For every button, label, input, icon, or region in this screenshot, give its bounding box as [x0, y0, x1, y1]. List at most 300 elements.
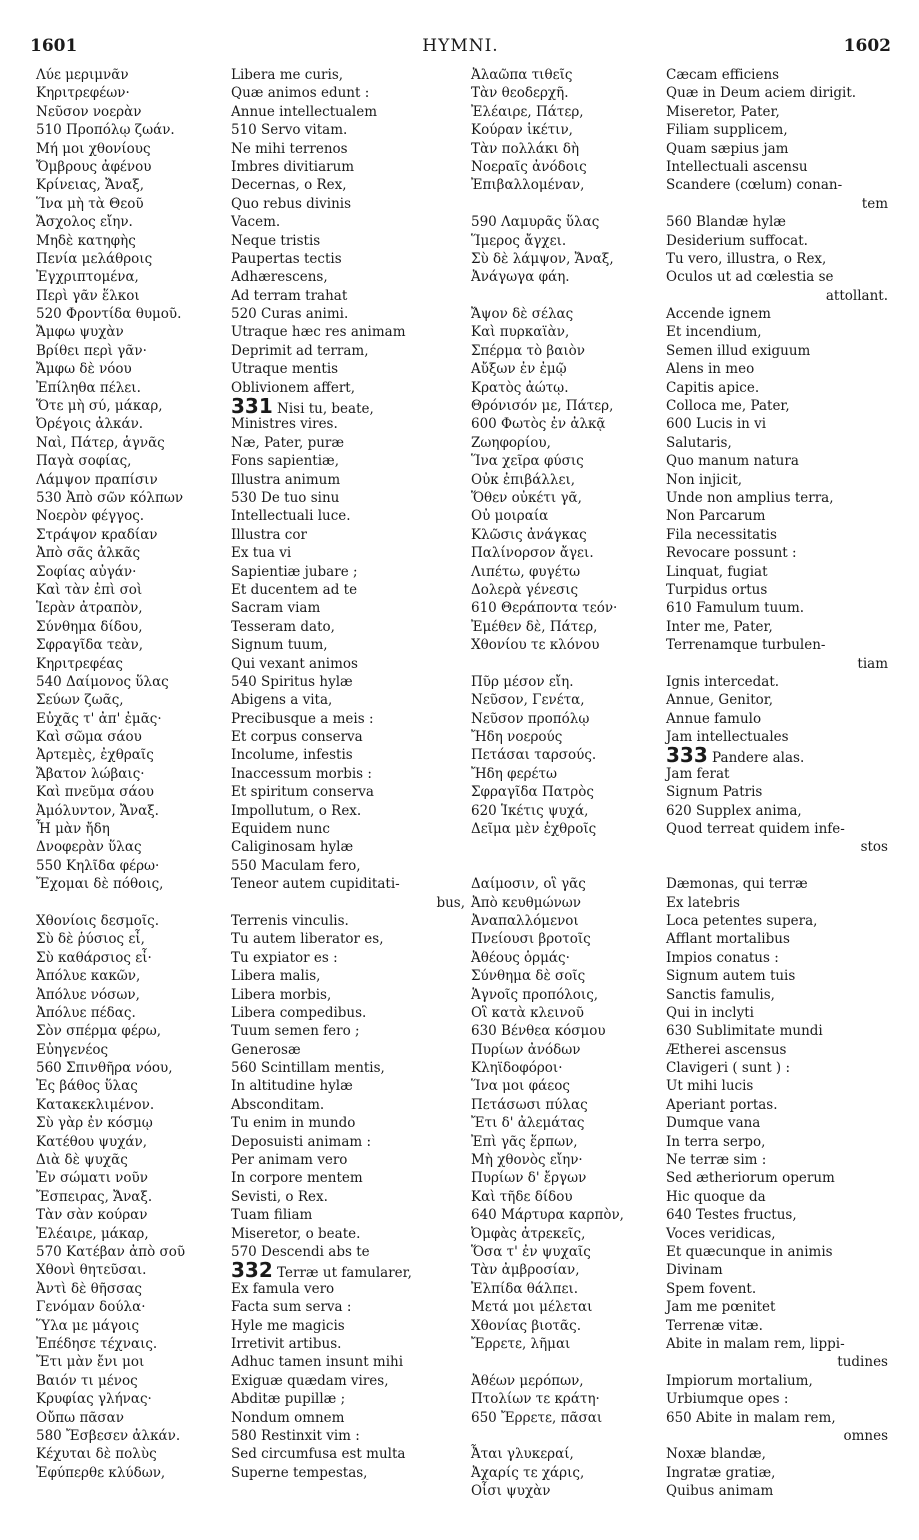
verse-line [471, 213, 661, 231]
verse-line [471, 636, 661, 654]
verse-text: Ὕλα με μάγοις [36, 1317, 140, 1334]
verse-line [471, 673, 661, 691]
verse-text: 640 Μάρτυρα καρπὸν, [471, 1207, 624, 1224]
verse-text: 640 Testes fructus, [666, 1207, 797, 1224]
verse-line [471, 489, 661, 507]
verse-text: Ἀπὸ κευθμώνων [471, 894, 582, 911]
verse-line [666, 1482, 894, 1500]
verse-text: Signum tuum, [231, 637, 328, 654]
verse-text: Abigens a vita, [231, 692, 333, 709]
verse-line [231, 1188, 471, 1206]
verse-line [231, 618, 471, 636]
verse-text: Ἐπίληθα πέλει. [36, 379, 141, 396]
verse-text: Ἐπὶ γᾶς ἕρπων, [471, 1133, 578, 1150]
verse-text: Clavigeri ( sunt ) : [666, 1060, 791, 1077]
verse-text: Ἀθέους ὁρμάς· [471, 949, 570, 966]
verse-text: Ἄψον δὲ σέλας [471, 306, 574, 323]
verse-line [231, 232, 471, 250]
verse-text: Adhuc tamen insunt mihi [231, 1354, 404, 1371]
verse-text: Qui in inclyti [666, 1004, 754, 1021]
verse-line [231, 912, 471, 930]
verse-line [231, 691, 471, 709]
verse-line [666, 581, 894, 599]
verse-text: Ἐφύπερθε κλύδων, [36, 1464, 166, 1481]
verse-line [231, 1445, 471, 1463]
verse-text: Urbiumque opes : [666, 1391, 789, 1408]
verse-text: Tesseram dato, [231, 618, 335, 635]
verse-line [471, 1427, 661, 1445]
verse-line [471, 581, 661, 599]
verse-text: Caliginosam hylæ [231, 839, 354, 856]
verse-line [471, 1041, 661, 1059]
verse-line [36, 802, 221, 820]
verse-line [471, 1482, 661, 1500]
verse-text: Voces veridicas, [666, 1225, 776, 1242]
verse-text: Adhærescens, [231, 269, 328, 286]
verse-line [36, 783, 221, 801]
verse-text: Σύνθημα δίδου, [36, 618, 143, 635]
verse-text: Καὶ πυρκαϊὰν, [471, 324, 570, 341]
verse-text: Ἁγνοῖς προπόλοις, [471, 986, 599, 1003]
verse-text: Ad terram trahat [231, 287, 348, 304]
verse-text: Deposuisti animam : [231, 1133, 372, 1150]
verse-text: Quo rebus divinis [231, 195, 352, 212]
verse-text: Κατέθου ψυχάν, [36, 1133, 148, 1150]
verse-line [36, 1206, 221, 1224]
verse-line [231, 783, 471, 801]
verse-line [36, 379, 221, 397]
verse-text: Impiorum mortalium, [666, 1372, 813, 1389]
verse-line [36, 158, 221, 176]
running-title: HYMNI. [422, 36, 499, 56]
verse-text: 580 Restinxit vim : [231, 1427, 360, 1444]
verse-text: Et incendium, [666, 324, 762, 341]
column-greek-left [36, 66, 221, 1482]
verse-text: Ἀνάγωγα φάη. [471, 269, 570, 286]
verse-text: Capitis apice. [666, 379, 760, 396]
verse-line [36, 1464, 221, 1482]
verse-text: Ἐλέαιρε, Πάτερ, [471, 103, 584, 120]
verse-text: Νοεραῖς ἀνόδοις [471, 158, 587, 175]
verse-text: Et ducentem ad te [231, 581, 358, 598]
verse-line [666, 1427, 894, 1445]
verse-text: 520 Curas animi. [231, 306, 349, 323]
verse-line [36, 765, 221, 783]
verse-line [36, 84, 221, 102]
verse-line [36, 1298, 221, 1316]
verse-text: In terra serpo, [666, 1133, 766, 1150]
verse-line [231, 1390, 471, 1408]
verse-line [36, 820, 221, 838]
verse-text: Κρίνειας, Ἄναξ, [36, 177, 145, 194]
verse-text: Nondum omnem [231, 1409, 345, 1426]
verse-line [666, 986, 894, 1004]
verse-text: Ἵνα μὴ τὰ Θεοῦ [36, 195, 144, 212]
verse-text: Ingratæ gratiæ, [666, 1464, 776, 1481]
verse-line [36, 949, 221, 967]
verse-text: Ἵμερος ἄγχει. [471, 232, 567, 249]
verse-line [231, 103, 471, 121]
verse-line [471, 195, 661, 213]
verse-text: Libera malis, [231, 968, 321, 985]
verse-text: Ἀντὶ δὲ θῆσσας [36, 1280, 142, 1297]
column-latin-right [666, 66, 894, 1500]
verse-text: Ex latebris [666, 894, 740, 911]
verse-line [231, 544, 471, 562]
verse-text: Ne terræ sim : [666, 1152, 767, 1169]
verse-line [231, 1133, 471, 1151]
verse-line [36, 1261, 221, 1279]
verse-line [36, 875, 221, 893]
verse-line [231, 158, 471, 176]
verse-text: 600 Φωτὸς ἐν ἀλκᾷ [471, 416, 606, 433]
verse-text: Quam sæpius jam [666, 140, 789, 157]
verse-line [471, 618, 661, 636]
verse-text: 560 Blandæ hylæ [666, 214, 786, 231]
verse-text: Vacem. [231, 214, 281, 231]
verse-line [36, 323, 221, 341]
verse-line [36, 1390, 221, 1408]
verse-line [231, 930, 471, 948]
verse-line [666, 471, 894, 489]
verse-line [666, 1004, 894, 1022]
verse-line [471, 1206, 661, 1224]
verse-text: Abditæ pupillæ ; [231, 1391, 346, 1408]
verse-line [666, 213, 894, 231]
verse-text: Decernas, o Rex, [231, 177, 347, 194]
hymn-section-number: 333 [666, 743, 708, 768]
verse-line [666, 66, 894, 84]
verse-text: Καὶ τῆδε δίδου [471, 1188, 573, 1205]
verse-text: Linquat, fugiat [666, 563, 768, 580]
verse-line [36, 618, 221, 636]
verse-line [666, 323, 894, 341]
verse-text: Λάμψον πραπίσιν [36, 471, 158, 488]
verse-line [666, 526, 894, 544]
verse-text: Τὰν θεοδερχῆ. [471, 85, 569, 102]
verse-text: Κηριτρεφέας [36, 655, 123, 672]
verse-text: 510 Servo vitam. [231, 122, 348, 139]
verse-text: Generosæ [231, 1041, 301, 1058]
verse-line [666, 1188, 894, 1206]
verse-line [36, 1133, 221, 1151]
verse-text: Αὔξων ἐν ἐμῷ [471, 361, 567, 378]
verse-line [471, 526, 661, 544]
verse-text: Σὸν σπέρμα φέρω, [36, 1023, 162, 1040]
verse-text: Τὰν ἀμβροσίαν, [471, 1262, 580, 1279]
verse-text: Δεῖμα μὲν ἐχθροῖς [471, 821, 597, 838]
verse-line [471, 1317, 661, 1335]
verse-text: Χθονὶ θητεῦσαι. [36, 1262, 147, 1279]
verse-text: Incolume, infestis [231, 747, 353, 764]
verse-line [666, 342, 894, 360]
verse-line [471, 746, 661, 764]
verse-line [231, 415, 471, 433]
verse-text: Κληϊδοφόροι· [471, 1060, 563, 1077]
verse-line [471, 232, 661, 250]
verse-text: Θρόνισόν με, Πάτερ, [471, 398, 614, 415]
verse-text: Ἔτι δ' ἀλεμάτας [471, 1115, 585, 1132]
verse-text: Ἀπόλυε πέδας. [36, 1004, 136, 1021]
verse-line [231, 1353, 471, 1371]
verse-text: Sacram viam [231, 600, 321, 617]
verse-text: Oblivionem affert, [231, 379, 355, 396]
verse-text: Hic quoque da [666, 1188, 766, 1205]
verse-line [471, 894, 661, 912]
verse-line [231, 655, 471, 673]
verse-text: Afflant mortalibus [666, 931, 790, 948]
verse-line [666, 1206, 894, 1224]
verse-line [231, 1114, 471, 1132]
verse-line [666, 743, 894, 768]
verse-text: Ὄμβρους ἀφένου [36, 158, 152, 175]
verse-line [231, 673, 471, 691]
verse-text: Τὰν σὰν κούραν [36, 1207, 148, 1224]
verse-line [36, 1409, 221, 1427]
verse-text: Pandere alas. [712, 750, 805, 767]
verse-text: Illustra cor [231, 526, 307, 543]
verse-text: Ἀχαρίς τε χάρις, [471, 1464, 585, 1481]
verse-line [471, 176, 661, 194]
verse-line [231, 471, 471, 489]
verse-line [666, 1041, 894, 1059]
verse-text: Aperiant portas. [666, 1096, 778, 1113]
verse-line [666, 618, 894, 636]
verse-line [471, 379, 661, 397]
verse-text: Νεῦσον, Γενέτα, [471, 692, 585, 709]
verse-text: Κέχυται δὲ πολὺς [36, 1446, 157, 1463]
verse-text: Ὅσα τ' ἐν ψυχαῖς [471, 1244, 591, 1260]
verse-text: Paupertas tectis [231, 250, 342, 267]
verse-text: Παλίνορσον ἄγει. [471, 545, 594, 562]
verse-text: 550 Maculam fero, [231, 857, 361, 874]
verse-text: Dumque vana [666, 1115, 761, 1132]
verse-text: Libera morbis, [231, 986, 332, 1003]
column-greek-right [471, 66, 661, 1500]
verse-text: Οὔπω πᾶσαν [36, 1409, 124, 1426]
verse-line [231, 66, 471, 84]
verse-text: Κρατὸς ἀώτῳ. [471, 379, 569, 396]
verse-text: Quod terreat quidem infe- [666, 821, 845, 838]
verse-line [666, 1261, 894, 1279]
verse-text: Παγὰ σοφίας, [36, 453, 132, 470]
verse-line [36, 1169, 221, 1187]
verse-text: Ex tua vi [231, 545, 292, 562]
verse-text: Χθονίας βιοτᾶς. [471, 1317, 581, 1334]
verse-text: Οἳ κατὰ κλεινοῦ [471, 1004, 584, 1021]
verse-line [36, 728, 221, 746]
verse-text: Σὺ καθάρσιος εἶ· [36, 949, 152, 966]
verse-text: Σὺ δὲ ῥύσιος εἶ, [36, 931, 145, 948]
verse-line [231, 195, 471, 213]
verse-line [471, 360, 661, 378]
page-header [30, 36, 891, 60]
verse-text: Καὶ πνεῦμα σάου [36, 784, 154, 801]
verse-line [36, 434, 221, 452]
verse-line [666, 710, 894, 728]
verse-text: tiam [857, 655, 888, 672]
verse-line [666, 250, 894, 268]
verse-line [231, 1059, 471, 1077]
verse-line [36, 894, 221, 912]
verse-line [666, 1151, 894, 1169]
verse-text: Ἄβατον λώβαις· [36, 765, 145, 782]
verse-text: Absconditam. [231, 1096, 325, 1113]
verse-line [36, 1445, 221, 1463]
verse-line [666, 544, 894, 562]
verse-line [36, 691, 221, 709]
verse-text: Πνείουσι βροτοῖς [471, 931, 591, 948]
verse-text: Χθονίου τε κλόνου [471, 637, 600, 654]
verse-line [36, 232, 221, 250]
verse-line [36, 636, 221, 654]
verse-line [471, 875, 661, 893]
verse-line [471, 1225, 661, 1243]
verse-text: Δολερὰ γένεσις [471, 581, 579, 598]
verse-text: Ἦ μὰν ἤδη [36, 821, 110, 838]
verse-text: Filiam supplicem, [666, 122, 788, 139]
verse-text: 570 Descendi abs te [231, 1244, 370, 1260]
verse-line [36, 121, 221, 139]
verse-text: Jam me pœnitet [666, 1299, 776, 1316]
verse-line [231, 1151, 471, 1169]
verse-line [231, 394, 471, 419]
verse-text: Superne tempestas, [231, 1464, 368, 1481]
verse-text: Κηριτρεφέων· [36, 85, 130, 102]
verse-line [471, 268, 661, 286]
verse-text: Ἔσπειρας, Ἄναξ. [36, 1188, 153, 1205]
verse-text: Colloca me, Pater, [666, 398, 790, 415]
verse-line [471, 544, 661, 562]
verse-text: Illustra animum [231, 471, 341, 488]
verse-line [36, 1188, 221, 1206]
verse-line [666, 1225, 894, 1243]
verse-line [666, 783, 894, 801]
verse-line [36, 1335, 221, 1353]
verse-text: Sanctis famulis, [666, 986, 775, 1003]
verse-line [471, 305, 661, 323]
verse-line [666, 1280, 894, 1298]
verse-line [666, 1022, 894, 1040]
verse-line [666, 1335, 894, 1353]
verse-line [666, 158, 894, 176]
verse-line [36, 912, 221, 930]
verse-text: 650 Abite in malam rem, [666, 1409, 836, 1426]
verse-line [471, 1298, 661, 1316]
verse-text: Οὐ μοιραία [471, 508, 549, 525]
verse-line [231, 1022, 471, 1040]
verse-line [471, 1114, 661, 1132]
verse-line [36, 213, 221, 231]
verse-text: Precibusque a meis : [231, 710, 374, 727]
verse-text: Jam intellectuales [666, 729, 789, 746]
verse-text: Ἤδη φερέτω [471, 765, 558, 782]
verse-line [231, 967, 471, 985]
verse-text: Annue, Genitor, [666, 692, 774, 709]
verse-text: Noxæ blandæ, [666, 1446, 766, 1463]
verse-line [666, 232, 894, 250]
verse-line [36, 415, 221, 433]
verse-line [666, 691, 894, 709]
verse-text: Ναὶ, Πάτερ, ἁγνᾶς [36, 434, 165, 451]
verse-text: Πετάσωσι πύλας [471, 1096, 588, 1113]
verse-text: Fila necessitatis [666, 526, 777, 543]
verse-line [666, 636, 894, 654]
verse-line [666, 379, 894, 397]
verse-line [471, 66, 661, 84]
verse-line [666, 1409, 894, 1427]
verse-line [471, 287, 661, 305]
verse-line [471, 103, 661, 121]
verse-text: 610 Θεράποντα τεόν· [471, 600, 618, 617]
verse-line [666, 1133, 894, 1151]
verse-line [36, 599, 221, 617]
verse-text: Ζωηφορίου, [471, 434, 551, 451]
verse-line [231, 323, 471, 341]
verse-line [471, 1243, 661, 1261]
verse-line [231, 1427, 471, 1445]
verse-line [36, 967, 221, 985]
verse-text: Ἄμφω δὲ νόου [36, 361, 132, 378]
verse-text: Ἀπόλυε νόσων, [36, 986, 140, 1003]
verse-text: Tu enim in mundo [231, 1115, 356, 1132]
verse-line [36, 489, 221, 507]
verse-text: Σφραγῖδα τεὰν, [36, 637, 144, 654]
verse-line [666, 1445, 894, 1463]
verse-line [666, 195, 894, 213]
verse-line [666, 84, 894, 102]
verse-line [231, 526, 471, 544]
verse-line [36, 1022, 221, 1040]
verse-line [666, 103, 894, 121]
verse-text: Quæ in Deum aciem dirigit. [666, 85, 857, 102]
verse-line [471, 912, 661, 930]
verse-text: 630 Sublimitate mundi [666, 1023, 823, 1040]
verse-text: Ut mihi lucis [666, 1078, 754, 1095]
verse-line [231, 489, 471, 507]
verse-text: Πτολίων τε κράτη· [471, 1391, 600, 1408]
verse-text: Sevisti, o Rex. [231, 1188, 328, 1205]
verse-text: Impios conatus : [666, 949, 779, 966]
verse-line [36, 305, 221, 323]
verse-text: Σύνθημα δὲ σοῖς [471, 968, 586, 985]
verse-line [231, 268, 471, 286]
verse-line [471, 1169, 661, 1187]
verse-line [471, 563, 661, 581]
verse-text: 610 Famulum tuum. [666, 600, 805, 617]
verse-text: Hyle me magicis [231, 1317, 345, 1334]
verse-line [231, 1041, 471, 1059]
verse-line [666, 268, 894, 286]
verse-line [666, 820, 894, 838]
verse-text: Næ, Pater, puræ [231, 434, 345, 451]
verse-line [666, 563, 894, 581]
verse-text: Κατακεκλιμένον. [36, 1096, 155, 1113]
verse-line [36, 746, 221, 764]
verse-text: Σφραγῖδα Πατρὸς [471, 784, 594, 801]
verse-text: Ἄσχολος εἴην. [36, 214, 133, 231]
verse-text: Ne mihi terrenos [231, 140, 348, 157]
verse-line [231, 894, 471, 912]
verse-line [471, 323, 661, 341]
verse-text: Terræ ut famularer, [277, 1265, 412, 1282]
verse-text: 620 Ἱκέτις ψυχά, [471, 802, 589, 819]
verse-text: Ἤδη νοερούς [471, 729, 563, 746]
verse-line [36, 1427, 221, 1445]
verse-line [471, 1096, 661, 1114]
verse-text: Spem fovent. [666, 1280, 757, 1297]
verse-text: stos [860, 839, 888, 856]
